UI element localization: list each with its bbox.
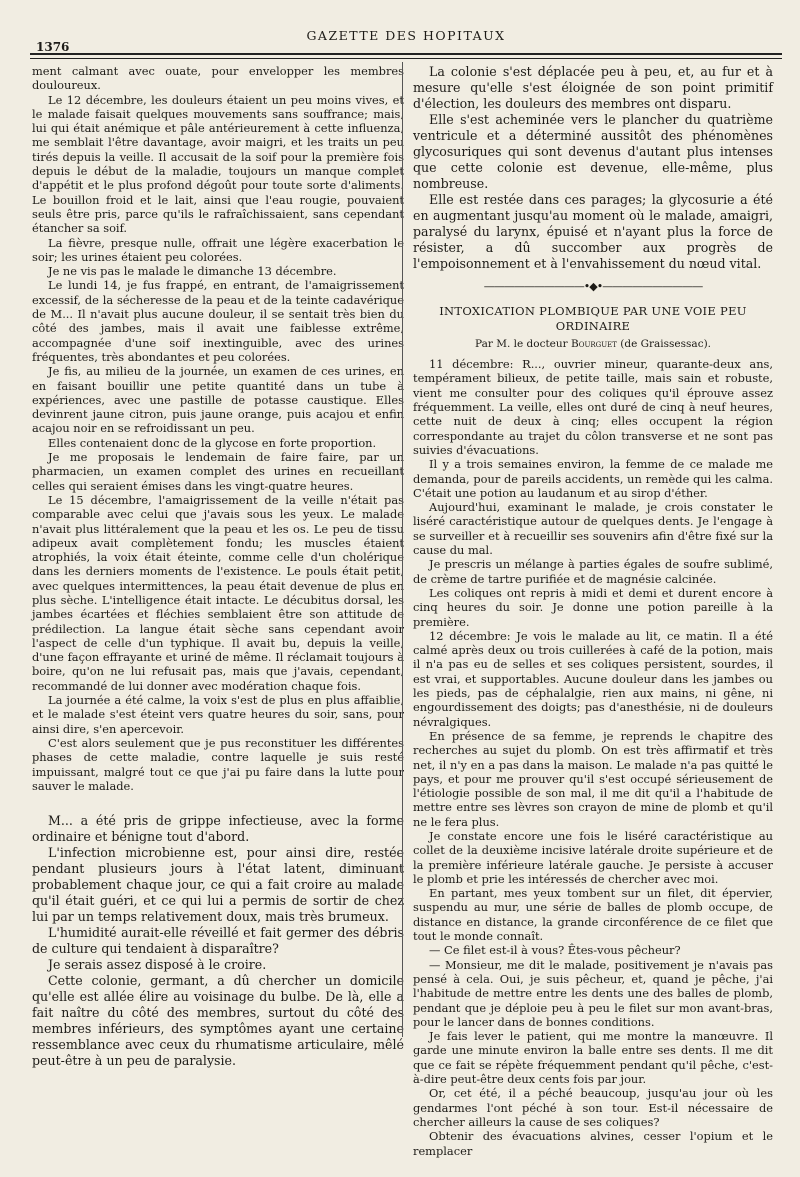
- paragraph: Cette colonie, germant, a dû chercher un domicile qu'elle est allée élire au voisinage du bulbe. De là, elle a fait naître du côté des membres, surtout du côté des membres inférieurs, des symptômes ayant une certaine ressemblance avec ceux du rhumatisme articulaire, mêlé peut-être à un peu de paralysie.: [32, 973, 404, 1069]
- section-ornament: ——————————•◆•——————————: [483, 280, 703, 293]
- paragraph: Le 12 décembre, les douleurs étaient un peu moins vives, et le malade faisait quelques mouvements sans souffrance; mais, lui qui était anémique et pâle antérieurement à cette influenza, me semblait l'être davantage, avoir maigri, et les traits un peu tirés depuis la veille. Il accusait de la soif pour la première fois depuis le début de la maladie, toujours un manque complet d'appétit et le plus profond dégoût pour toute sorte d'aliments. Le bouillon froid et le lait, ainsi que l'eau rougie, pouvaient seuls être pris, parce qu'ils le rafraîchissaient, sans cependant étancher sa soif.: [32, 92, 404, 236]
- paragraph: Je prescris un mélange à parties égales de soufre sublimé, de crème de tartre purifiée et de magnésie calcinée.: [413, 557, 773, 586]
- byline-suffix: (de Graissessac).: [620, 337, 712, 350]
- paragraph: 11 décembre: R..., ouvrier mineur, quarante-deux ans, tempérament bilieux, de petite taille, mais sain et robuste, vient me consulter pour des coliques qu'il éprouve assez fréquemment. La veille, elles ont duré de cinq à neuf heures, cette nuit de deux à cinq; elles occupent la région correspondante au trajet du côlon transverse et ne sont pas suivies d'évacuations.: [413, 357, 773, 457]
- discussion-continued: [413, 64, 773, 272]
- paragraph: Je fais lever le patient, qui me montre la manœuvre. Il garde une minute environ la balle entre ses dents. Il me dit que ce fait se répète fréquemment pendant qu'il pêche, c'est-à-dire peut-être deux cents fois par jour.: [413, 1029, 773, 1087]
- paragraph: Je ne vis pas le malade le dimanche 13 décembre.: [48, 264, 337, 279]
- paragraph: La journée a été calme, la voix s'est de plus en plus affaiblie, et le malade s'est éteint vers quatre heures du soir, sans, pour ainsi dire, s'en apercevoir.: [32, 693, 404, 736]
- article-title: INTOXICATION PLOMBIQUE PAR UNE VOIE PEU ORDINAIRE: [439, 304, 747, 333]
- right-column: [413, 64, 773, 1158]
- paragraph: Elle est restée dans ces parages; la glycosurie a été en augmentant jusqu'au moment où le malade, amaigri, paralysé du larynx, épuisé et n'ayant plus la force de résister, a dû succomber aux progrès de l'empoisonnement et à l'envahissement du nœud vital.: [413, 192, 773, 271]
- paragraph: Le lundi 14, je fus frappé, en entrant, de l'amaigrissement excessif, de la sécheresse de la peau et de la teinte cadavérique de M... Il n'avait plus aucune douleur, il se sentait très bien du côté des jambes, mais il avait une faiblesse extrême, accompagnée d'une soif inextinguible, avec des urines fréquentes, très abondantes et peu colorées.: [32, 278, 404, 364]
- paragraph: Je constate encore une fois le liséré caractéristique au collet de la deuxième incisive latérale droite supérieure et de la première inférieure latérale gauche. Je persiste à accuser le plomb et prie les intéressés de chercher avec moi.: [413, 828, 773, 886]
- page-header: [30, 22, 782, 52]
- paragraph: Le 15 décembre, l'amaigrissement de la veille n'était pas comparable avec celui que j'avais sous les yeux. Le malade n'avait plus littéralement que la peau et les os. Le peu de tissu adipeux avait complètement fondu; les muscles étaient atrophiés, la voix était éteinte, comme celle d'un cholérique dans les derniers moments de l'existence. Le pouls était petit, avec quelques intermittences, la peau était devenue de plus en plus sèche. L'intelligence était intacte. Le décubitus dorsal, les jambes écartées et fléchies semblaient être son attitude de prédilection. La langue était sèche sans cependant avoir l'aspect de celle d'un typhique. Il avait bu, depuis la veille, d'une façon effrayante et uriné de même. Il réclamait toujours à boire, qu'on ne lui refusait pas, mais que j'avais, cependant, recommandé de lui donner avec modération chaque fois.: [32, 492, 404, 693]
- paragraph: Je serais assez disposé à le croire.: [48, 957, 267, 973]
- page-number: 1376: [36, 40, 70, 54]
- paragraph: L'infection microbienne est, pour ainsi dire, restée pendant plusieurs jours à l'état latent, diminuant probablement chaque jour, ce qui a fait croire au malade qu'il était guéri, et ce qui lui a permis de sortir de chez lui par un temps relativement doux, mais très brumeux.: [32, 845, 404, 925]
- column-divider: [402, 62, 403, 1037]
- paragraph: La colonie s'est déplacée peu à peu, et, au fur et à mesure qu'elle s'est éloignée de son point primitif d'élection, les douleurs des membres ont disparu.: [413, 64, 773, 111]
- paragraph: — Monsieur, me dit le malade, positivement je n'avais pas pensé à cela. Oui, je suis pêcheur, et, quand je pêche, j'ai l'habitude de mettre entre les dents une des balles de plomb, pendant que je déploie peu à peu le filet sur mon avant-bras, pour le lancer dans de bonnes conditions.: [413, 957, 773, 1029]
- discussion-block: [32, 813, 404, 1069]
- header-rule-thin: [30, 58, 782, 59]
- paragraph: M... a été pris de grippe infectieuse, avec la forme ordinaire et bénigne tout d'abord.: [32, 813, 404, 845]
- paragraph: Il y a trois semaines environ, la femme de ce malade me demanda, pour de pareils accidents, un remède qui les calma. C'était une potion au laudanum et au sirop d'éther.: [413, 457, 773, 500]
- paragraph: Or, cet été, il a péché beaucoup, jusqu'au jour où les gendarmes l'ont péché à son tour. Est-il nécessaire de chercher ailleurs la cause de ses coliques?: [413, 1086, 773, 1129]
- paragraph: En partant, mes yeux tombent sur un filet, dit épervier, suspendu au mur, une série de balles de plomb occupe, de distance en distance, la grande circonférence de ce filet que tout le monde connaît.: [413, 886, 773, 944]
- paragraph: Obtenir des évacuations alvines, cesser l'opium et le remplacer: [413, 1129, 773, 1158]
- paragraph: Elles contenaient donc de la glycose en forte proportion.: [48, 435, 377, 450]
- byline-author: Bourguet: [571, 337, 617, 350]
- left-column: [32, 64, 404, 1069]
- paragraph: Je fis, au milieu de la journée, un examen de ces urines, en en faisant bouillir une petite quantité dans un tube à expériences, avec une pastille de potasse caustique. Elles devinrent jaune citron, puis jaune orange, puis acajou et enfin acajou noir en se refroidissant un peu.: [32, 364, 404, 436]
- paragraph: Aujourd'hui, examinant le malade, je crois constater le liséré caractéristique autour de quelques dents. Je l'engage à se surveiller et à recueillir ses souvenirs afin d'être fixé sur la cause du mal.: [413, 500, 773, 558]
- paragraph: En présence de sa femme, je reprends le chapitre des recherches au sujet du plomb. On est très affirmatif et très net, il n'y en a pas dans la maison. Le malade n'a pas quitté le pays, et pour me prouver qu'il s'est occupé sérieusement de l'étiologie possible de son mal, il me dit qu'il a l'habitude de mettre entre ses lèvres son crayon de mine de plomb et qu'il ne le fera plus.: [413, 728, 773, 829]
- paragraph: Elle s'est acheminée vers le plancher du quatrième ventricule et a déterminé aussitôt des phénomènes glycosuriques qui sont devenus d'autant plus intenses que cette colonie est devenue, elle-même, plus nombreuse.: [413, 112, 773, 191]
- journal-title: GAZETTE DES HOPITAUX: [306, 28, 506, 43]
- paragraph: C'est alors seulement que je pus reconstituer les différentes phases de cette maladie, contre laquelle je suis resté impuissant, malgré tout ce que j'ai pu faire dans la lutte pour sauver le malade.: [32, 735, 404, 793]
- header-rule-thick: [30, 53, 782, 55]
- byline-prefix: Par M. le docteur: [474, 337, 568, 350]
- paragraph: L'humidité aurait-elle réveillé et fait germer des débris de culture qui tendaient à disparaître?: [32, 925, 404, 957]
- paragraph: — Ce filet est-il à vous? Êtes-vous pêcheur?: [429, 943, 681, 958]
- paragraph: ment calmant avec ouate, pour envelopper les membres douloureux.: [32, 64, 404, 93]
- paragraph: Je me proposais le lendemain de faire faire, par un pharmacien, un examen complet des urines en recueillant celles qui seraient émises dans les vingt-quatre heures.: [32, 450, 404, 493]
- paragraph: 12 décembre: Je vois le malade au lit, ce matin. Il a été calmé après deux ou trois cuillerées à café de la potion, mais il n'a pas eu de selles et ses coliques persistent, sourdes, il est vrai, et supportables. Aucune douleur dans les jambes ou les pieds, pas de céphalalgie, rien aux mains, ni gêne, ni engourdissement des doigts; pas d'anesthésie, ni de douleurs névralgiques.: [413, 628, 773, 729]
- paragraph: Les coliques ont repris à midi et demi et durent encore à cinq heures du soir. Je donne une potion pareille à la première.: [413, 585, 773, 629]
- section-gap: [32, 793, 404, 813]
- paragraph: La fièvre, presque nulle, offrait une légère exacerbation le soir; les urines étaient peu colorées.: [32, 235, 404, 264]
- article-byline: [413, 337, 773, 351]
